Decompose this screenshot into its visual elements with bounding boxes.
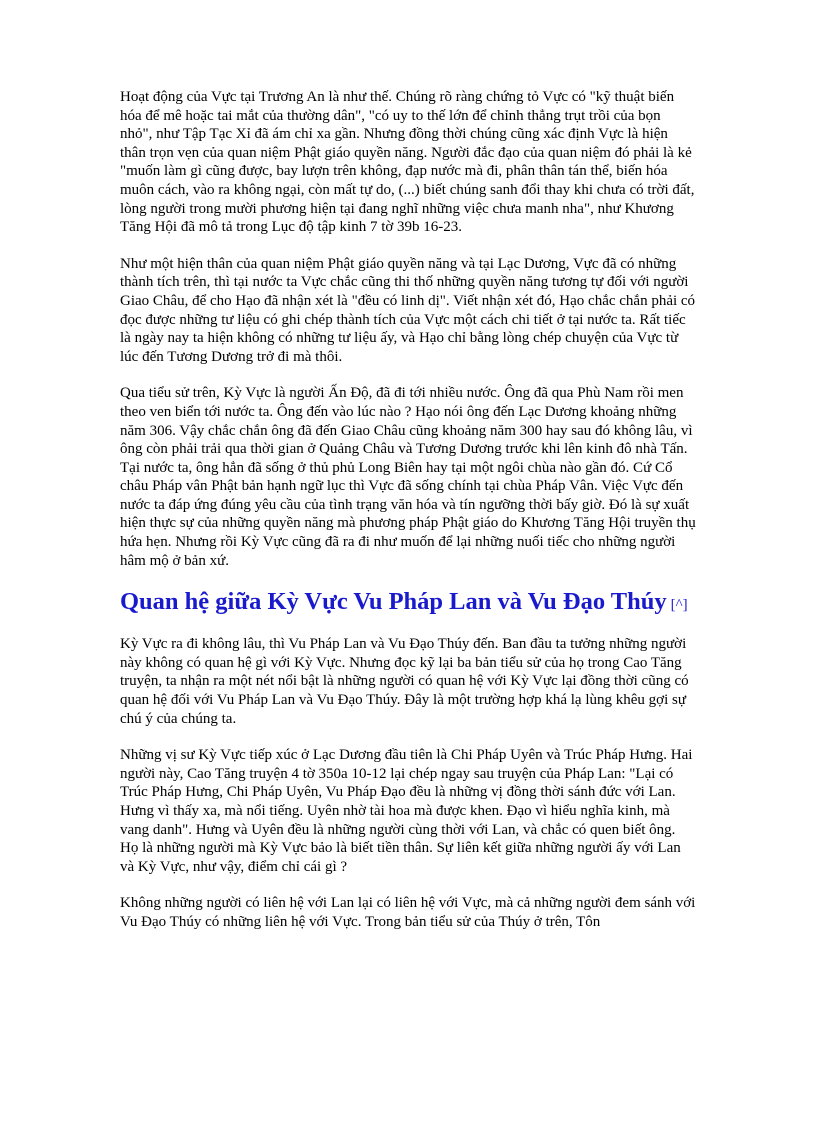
paragraph-3: Qua tiểu sử trên, Kỳ Vực là người Ấn Độ, đã đi tới nhiều nước. Ông đã qua Phù Nam rồi men theo ven biển tới nước ta. Ông đến vào lúc nào ? Hạo nói ông đến Lạc Dương khoảng những năm 306. Vậy chắc chắn ông đã đến Giao Châu cũng khoảng năm 300 hay sau đó không lâu, vì ông còn phải trải qua thời gian ở Quảng Châu và Tương Dương trước khi lên kinh đô nhà Tấn. Tại nước ta, ông hẳn đã sống ở thủ phủ Long Biên hay tại một ngôi chùa nào gần đó. Cứ Cổ châu Pháp vân Phật bản hạnh ngữ lục thì Vực đã sống chính tại chùa Pháp Vân. Việc Vực đến nước ta đáp ứng đúng yêu cầu của tình trạng văn hóa và tín ngưỡng thời bấy giờ. Đó là sự xuất hiện thực sự của những quyền năng mà phương pháp Phật giáo do Khương Tăng Hội truyền thụ hứa hẹn. Nhưng rồi Kỳ Vực cũng đã ra đi như muốn để lại những nuối tiếc cho những người hâm mộ ở bản xứ. [120,385,696,569]
back-to-top-link[interactable]: [^] [670,597,688,614]
document-page [120,88,696,950]
section-title: Quan hệ giữa Kỳ Vực Vu Pháp Lan và Vu Đạo Thúy [120,588,667,616]
paragraph-1: Hoạt động của Vực tại Trương An là như thế. Chúng rõ ràng chứng tỏ Vực có "kỹ thuật biến hóa để mê hoặc tai mắt của thường dân", "có uy to thế lớn để chỉnh thẳng trụt trồi của bọn nhỏ", như Tập Tạc Xỉ đã ám chỉ xa gần. Nhưng đồng thời chúng cũng xác định Vực là hiện thân trọn vẹn của quan niệm Phật giáo quyền năng. Người đắc đạo của quan niệm đó phải là kẻ "muốn làm gì cũng được, bay lượn trên không, đạp nước mà đi, phân thân tán thể, biến hóa muôn cách, vào ra không ngại, còn mất tự do, (...) biết chúng sanh đổi thay khi chưa có trời đất, lòng người trong mười phương hiện tại đang nghĩ những việc chưa manh nha", như Khương Tăng Hội đã mô tả trong Lục độ tập kinh 7 tờ 39b 16-23. [120,89,695,236]
paragraph-6: Không những người có liên hệ với Lan lại có liên hệ với Vực, mà cả những người đem sánh với Vu Đạo Thúy có những liên hệ với Vực. Trong bản tiểu sử của Thúy ở trên, Tôn [120,895,696,930]
paragraph-5: Những vị sư Kỳ Vực tiếp xúc ở Lạc Dương đầu tiên là Chi Pháp Uyên và Trúc Pháp Hưng. Hai người này, Cao Tăng truyện 4 tờ 350a 10-12 lại chép ngay sau truyện của Pháp Lan: "Lại có Trúc Pháp Hưng, Chi Pháp Uyên, Vu Pháp Đạo đều là những vị đồng thời sánh đức với Lan. Hưng vì thấy xa, mà nổi tiếng. Uyên nhờ tài hoa mà được khen. Đạo vì hiểu nghĩa kinh, mà vang danh". Hưng và Uyên đều là những người cùng thời với Lan, và chắc có quen biết ông. Họ là những người mà Kỳ Vực bảo là biết tiền thân. Sự liên kết giữa những người ấy với Lan và Kỳ Vực, như vậy, điểm chỉ cái gì ? [120,747,693,875]
paragraph-2: Như một hiện thân của quan niệm Phật giáo quyền năng và tại Lạc Dương, Vực đã có những thành tích trên, thì tại nước ta Vực chắc cũng thi thố những quyền năng tương tự đối với người Giao Châu, để cho Hạo đã nhận xét là "đều có linh dị". Viết nhận xét đó, Hạo chắc chắn phải có đọc được những tư liệu có ghi chép thành tích của Vực một cách chi tiết ở tại nước ta. Rất tiếc là ngày nay ta hiện không có những tư liệu ấy, và Hạo chỉ bằng lòng chép chuyện của Vực từ lúc đến Tương Dương trở đi mà thôi. [120,255,696,365]
paragraph-4: Kỳ Vực ra đi không lâu, thì Vu Pháp Lan và Vu Đạo Thúy đến. Ban đầu ta tưởng những người này không có quan hệ gì với Kỳ Vực. Nhưng đọc kỹ lại ba bản tiểu sử của họ trong Cao Tăng truyện, ta nhận ra một nét nổi bật là những người có quan hệ với Kỳ Vực lại đồng thời cũng có quan hệ đối với Vu Pháp Lan và Vu Đạo Thúy. Đây là một trường hợp khá lạ lùng khêu gợi sự chú ý của chúng ta. [120,636,689,727]
section-heading [120,588,696,619]
